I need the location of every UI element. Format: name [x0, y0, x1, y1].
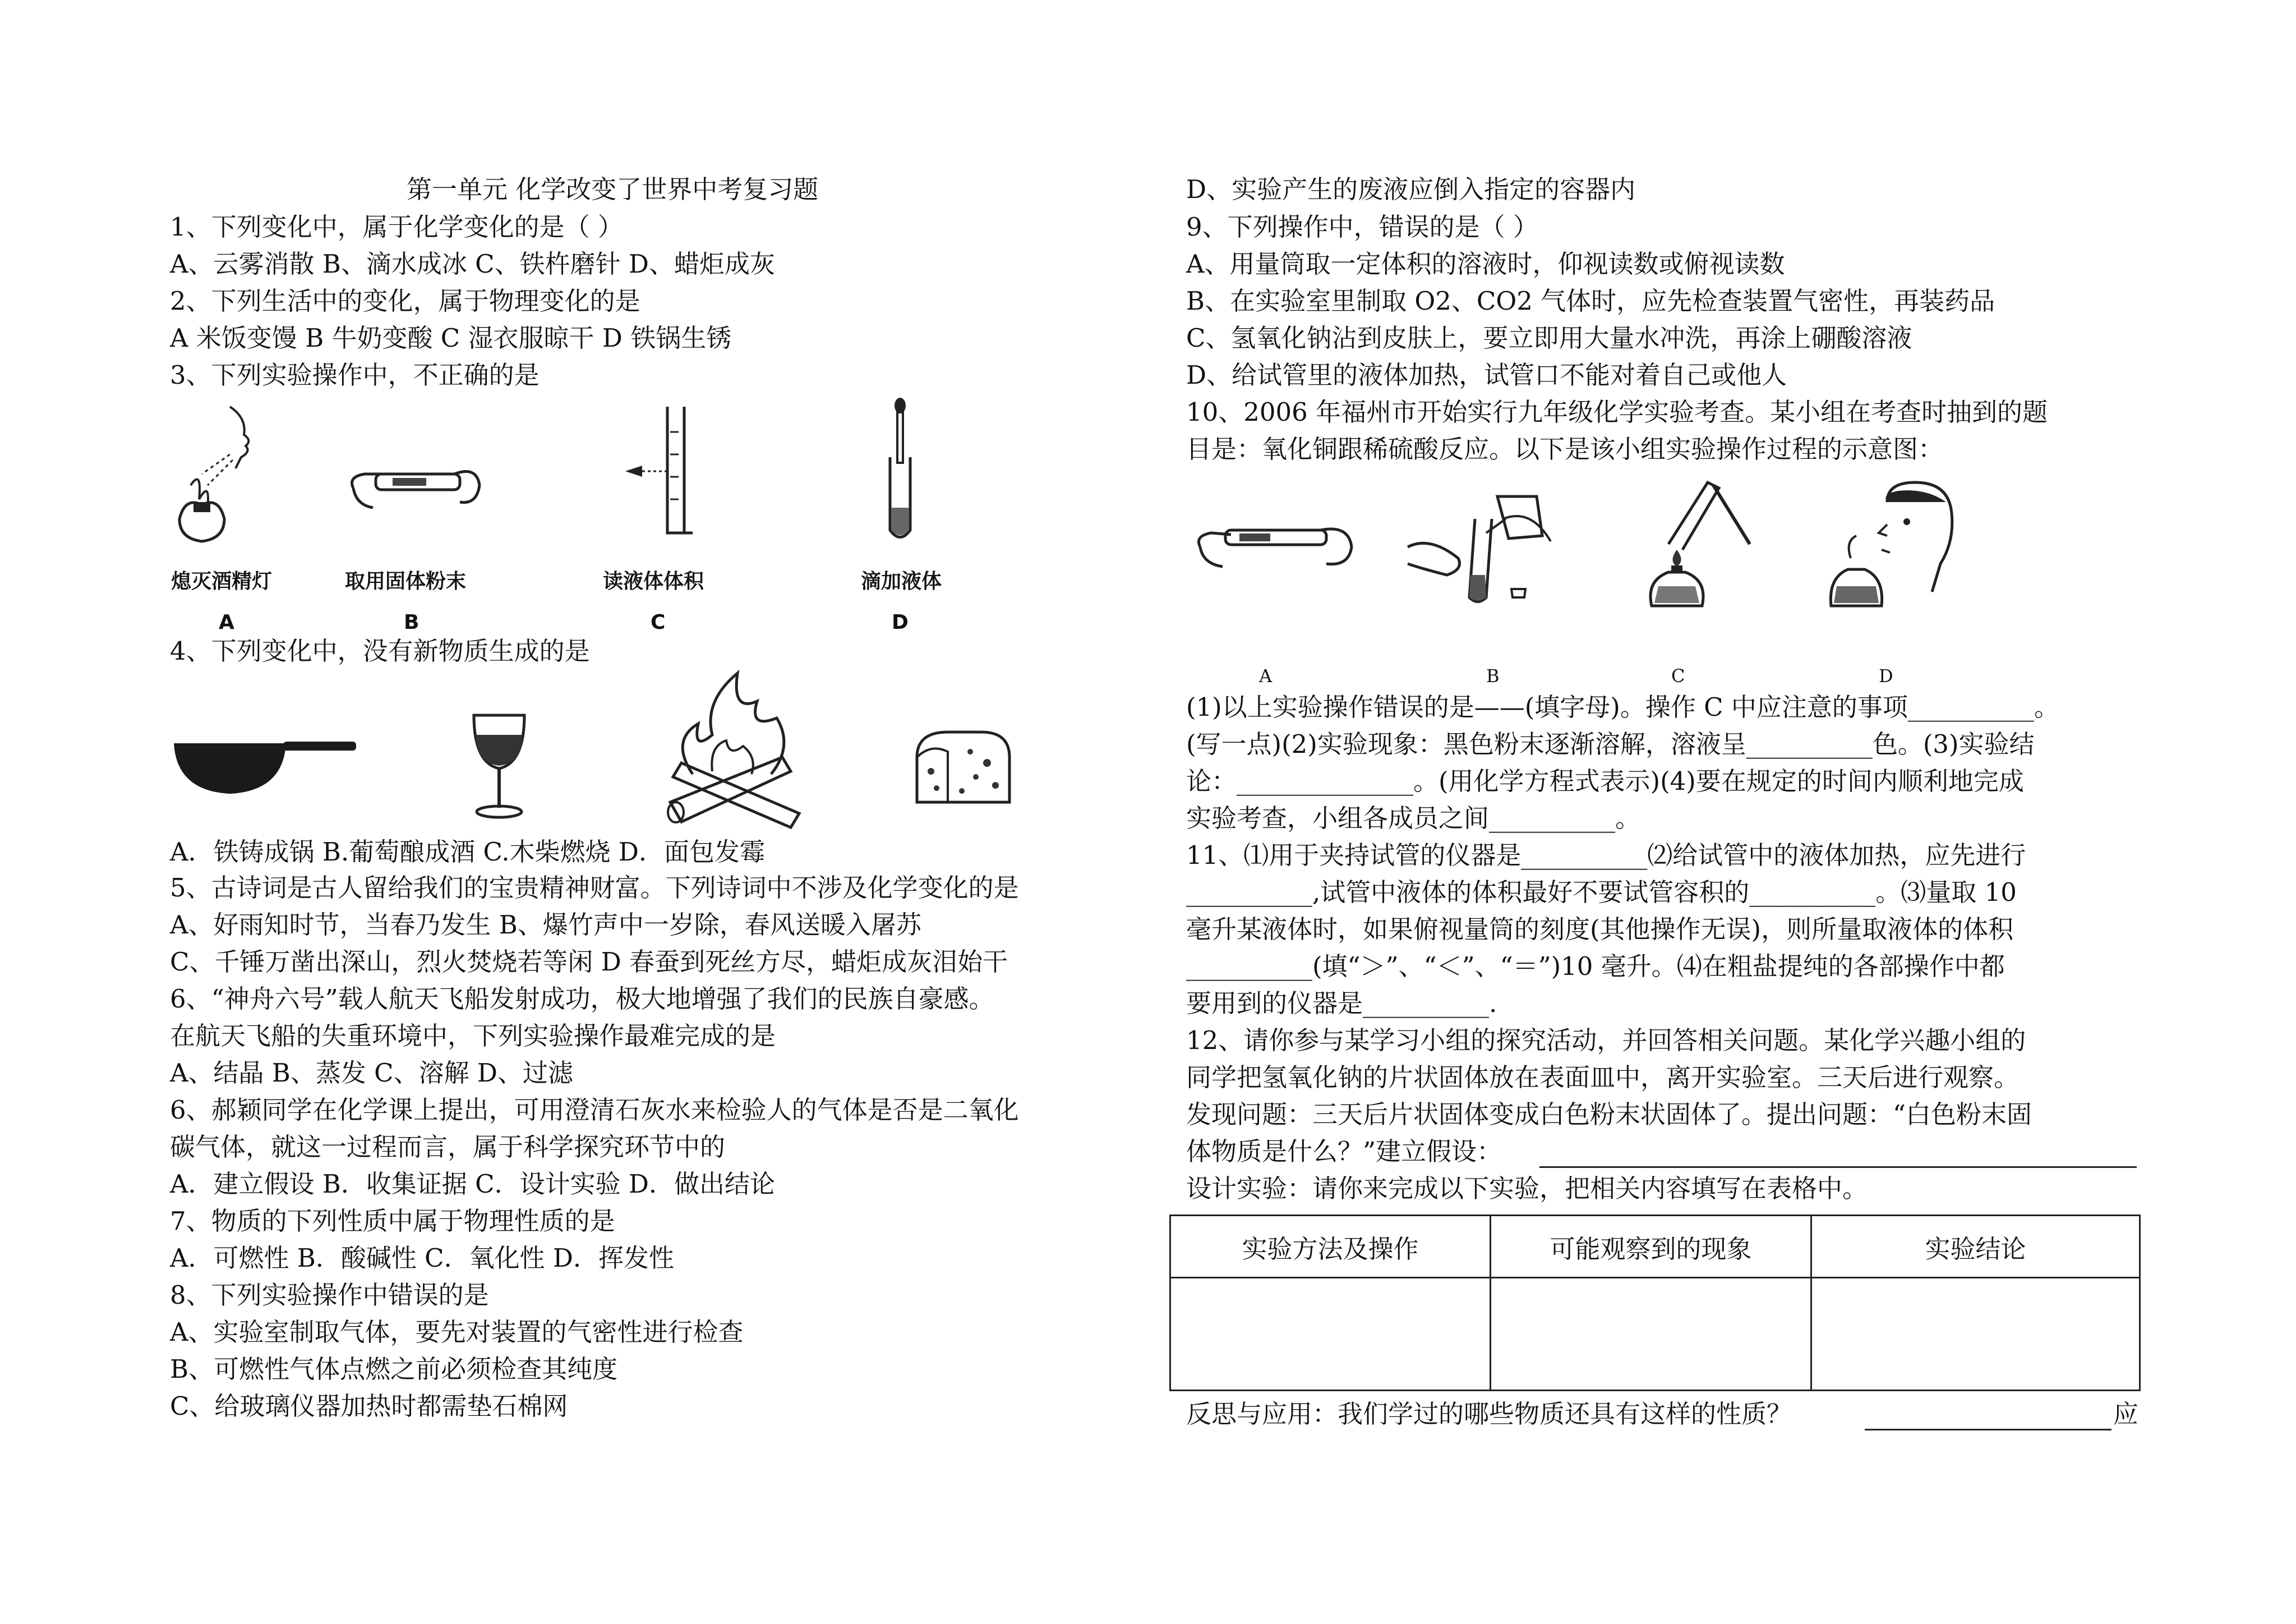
q12-line-1: 12、请你参与某学习小组的探究活动，并回答相关问题。某化学兴趣小组的 — [1186, 1025, 2026, 1055]
q10-answer-3: 论：______________。(用化学方程式表示)(4)要在规定的时间内顺利地完成 — [1186, 766, 2024, 796]
q4-figure-c-burning-wood — [659, 668, 810, 830]
experiment-table — [1169, 1214, 2141, 1391]
q8-option-a: A、实验室制取气体，要先对装置的气密性进行检查 — [170, 1317, 744, 1347]
q6b-options: A．建立假设 B．收集证据 C．设计实验 D．做出结论 — [170, 1169, 775, 1199]
reflection-line: 反思与应用：我们学过的哪些物质还具有这样的性质？ — [1186, 1399, 1792, 1429]
table-header-conclusion: 实验结论 — [1925, 1234, 2026, 1264]
table-header-method: 实验方法及操作 — [1242, 1234, 1419, 1264]
q1-stem: 1、下列变化中，属于化学变化的是（ ） — [170, 212, 623, 242]
q4-options: A．铁铸成锅 B.葡萄酿成酒 C.木柴燃烧 D．面包发霉 — [170, 837, 765, 867]
q2-options: A 米饭变馒 B 牛奶变酸 C 湿衣服晾干 D 铁锅生锈 — [170, 323, 732, 353]
q11-line-4: __________(填“＞”、“＜”、“＝”)10 毫升。⑷在粗盐提纯的各部操作中都 — [1186, 951, 2005, 981]
q3-caption-a: 熄灭酒精灯 — [171, 570, 273, 593]
q12-line-4: 体物质是什么？”建立假设： — [1186, 1137, 1502, 1166]
q11-line-2: __________,试管中液体的体积最好不要试管容积的__________。⑶量取 10 — [1186, 877, 2017, 907]
q9-option-d: D、给试管里的液体加热，试管口不能对着自己或他人 — [1186, 360, 1787, 390]
q3-figure-b-solid-powder — [342, 443, 488, 527]
q11-line-1: 11、⑴用于夹持试管的仪器是__________⑵给试管中的液体加热，应先进行 — [1186, 840, 2026, 870]
q10-letter-a: A — [1259, 665, 1273, 687]
q5-options-cd: C、千锤万凿出深山，烈火焚烧若等闲 D 春蚕到死丝方尽，蜡炬成灰泪始干 — [170, 947, 1008, 977]
q6a-stem-2: 在航天飞船的失重环境中，下列实验操作最难完成的是 — [170, 1021, 776, 1051]
q3-letter-c: C — [651, 611, 666, 634]
q3-caption-b: 取用固体粉末 — [345, 570, 467, 593]
q3-letter-d: D — [892, 611, 909, 634]
q6a-stem-1: 6、“神舟六号”载人航天飞船发射成功，极大地增强了我们的民族自豪感。 — [170, 984, 994, 1014]
q3-figure-c-read-volume — [614, 398, 704, 544]
table-header-rule — [1171, 1277, 2139, 1278]
table-divider-2 — [1810, 1216, 1812, 1390]
q7-stem: 7、物质的下列性质中属于物理性质的是 — [170, 1206, 615, 1236]
q12-line-2: 同学把氢氧化钠的片状固体放在表面皿中，离开实验室。三天后进行观察。 — [1186, 1062, 2020, 1092]
q6b-stem-2: 碳气体，就这一过程而言，属于科学探究环节中的 — [170, 1132, 726, 1162]
q3-stem: 3、下列实验操作中，不正确的是 — [170, 360, 540, 390]
q10-figure-d-blowing-lamp — [1820, 480, 1966, 614]
q9-option-a: A、用量筒取一定体积的溶液时，仰视读数或俯视读数 — [1186, 249, 1785, 279]
q9-stem: 9、下列操作中，错误的是（ ） — [1186, 212, 1538, 242]
reflection-blank — [1865, 1429, 2111, 1430]
q8-option-b: B、可燃性气体点燃之前必须检查其纯度 — [170, 1354, 618, 1384]
table-divider-1 — [1490, 1216, 1491, 1390]
q11-line-3: 毫升某液体时，如果俯视量筒的刻度(其他操作无误)，则所量取液体的体积 — [1186, 914, 2014, 944]
q3-letter-a: A — [219, 611, 234, 634]
q8-stem: 8、下列实验操作中错误的是 — [170, 1280, 489, 1310]
q4-figure-b-wine-glass — [468, 710, 530, 822]
q10-figure-b-pouring — [1396, 485, 1565, 614]
q10-answer-1: (1)以上实验操作错误的是——(填字母)。操作 C 中应注意的事项__________。 — [1186, 692, 2059, 722]
q4-figure-a-iron-pan — [168, 729, 359, 808]
q3-figure-d-drip-liquid — [878, 395, 923, 547]
q3-caption-c: 读液体体积 — [603, 570, 704, 593]
reflection-tail: 应 — [2113, 1399, 2139, 1429]
page-title: 第一单元 化学改变了世界中考复习题 — [407, 174, 819, 204]
q9-option-c: C、氢氧化钠沾到皮肤上，要立即用大量水冲洗，再涂上硼酸溶液 — [1186, 323, 1912, 353]
q3-letter-b: B — [404, 611, 419, 634]
q10-letter-b: B — [1486, 665, 1500, 687]
table-header-phenomenon: 可能观察到的现象 — [1550, 1234, 1752, 1264]
q10-stem-2: 目是：氧化铜跟稀硫酸反应。以下是该小组实验操作过程的示意图： — [1186, 434, 1944, 464]
q6b-stem-1: 6、郝颖同学在化学课上提出，可用澄清石灰水来检验人的气体是否是二氧化 — [170, 1095, 1019, 1125]
q8-option-d: D、实验产生的废液应倒入指定的容器内 — [1186, 174, 1636, 204]
q10-figure-a-test-tube-hands — [1192, 508, 1360, 586]
q10-answer-2: (写一点)(2)实验现象：黑色粉末逐渐溶解，溶液呈__________色。(3)实验结 — [1186, 729, 2035, 759]
q12-line-5: 设计实验：请你来完成以下实验，把相关内容填写在表格中。 — [1186, 1174, 1868, 1203]
q5-options-ab: A、好雨知时节，当春乃发生 B、爆竹声中一岁除，春风送暖入屠苏 — [170, 910, 921, 940]
hypothesis-blank — [1539, 1166, 2137, 1168]
q10-stem-1: 10、2006 年福州市开始实行九年级化学实验考查。某小组在考查时抽到的题 — [1186, 397, 2048, 427]
q2-stem: 2、下列生活中的变化，属于物理变化的是 — [170, 286, 640, 316]
q10-figure-c-heating-tube — [1629, 471, 1758, 617]
q3-figure-a-extinguish-lamp — [168, 401, 280, 547]
q5-stem: 5、古诗词是古人留给我们的宝贵精神财富。下列诗词中不涉及化学变化的是 — [170, 873, 1019, 903]
q3-caption-d: 滴加液体 — [861, 570, 942, 593]
q1-options: A、云雾消散 B、滴水成冰 C、铁杵磨针 D、蜡炬成灰 — [170, 249, 775, 279]
q4-stem: 4、下列变化中，没有新物质生成的是 — [170, 636, 590, 666]
q11-line-5: 要用到的仪器是__________. — [1186, 988, 1497, 1018]
q10-answer-4: 实验考查，小组各成员之间__________。 — [1186, 803, 1641, 833]
q8-option-c: C、给玻璃仪器加热时都需垫石棉网 — [170, 1391, 568, 1421]
q7-options: A．可燃性 B．酸碱性 C．氧化性 D．挥发性 — [170, 1243, 674, 1273]
q4-figure-d-moldy-bread — [909, 724, 1015, 813]
q10-letter-d: D — [1879, 665, 1893, 687]
q6a-options: A、结晶 B、蒸发 C、溶解 D、过滤 — [170, 1058, 573, 1088]
q9-option-b: B、在实验室里制取 O2、CO2 气体时，应先检查装置气密性，再装药品 — [1186, 286, 1995, 316]
q10-letter-c: C — [1671, 665, 1685, 687]
q12-line-3: 发现问题：三天后片状固体变成白色粉末状固体了。提出问题：“白色粉末固 — [1186, 1099, 2032, 1129]
